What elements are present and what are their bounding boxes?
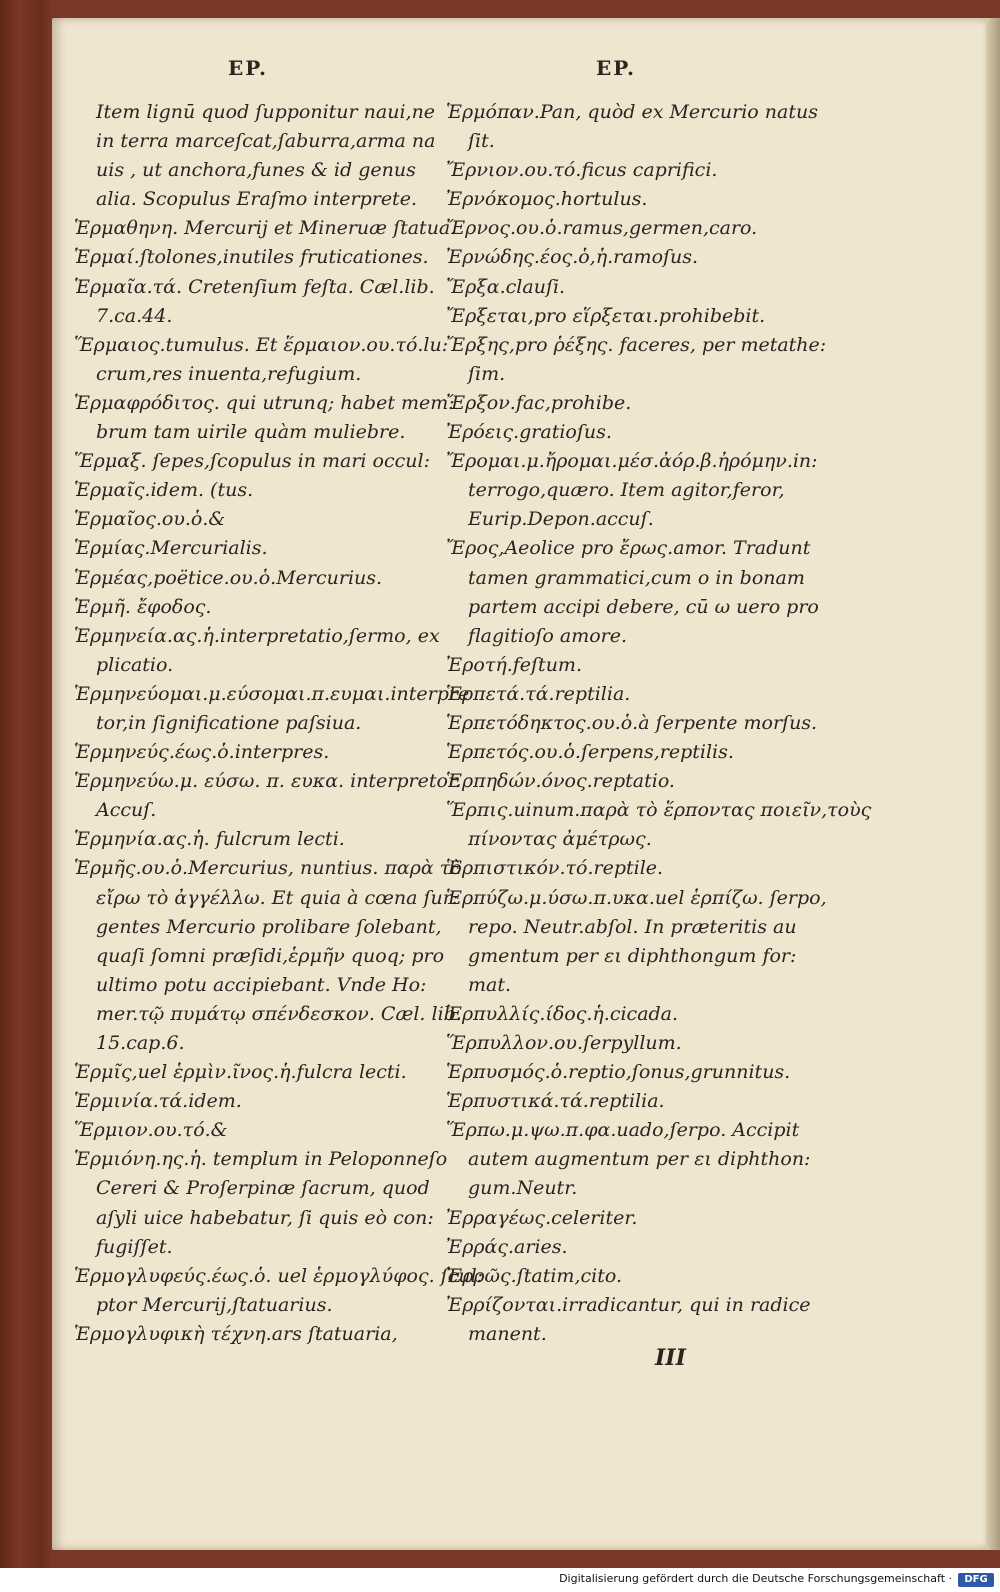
- left-column-line: Ἑρμηνεύς.έως.ὁ.interpres.: [74, 741, 330, 764]
- right-column-line: ſim.: [468, 362, 506, 385]
- left-column-line: Ἑρμηνεύομαι.μ.εύσομαι.π.ευμαι.interpre: [74, 682, 470, 705]
- dfg-logo: DFG: [958, 1573, 994, 1587]
- right-column-line: autem augmentum per ει diphthon:: [468, 1148, 811, 1171]
- left-column-line: gentes Mercurio prolibare ſolebant,: [96, 915, 442, 938]
- right-column-line: Ἕρπυλλον.ου.ſerpyllum.: [446, 1032, 682, 1054]
- left-column-line: Ἕρμαιος.tumulus. Et ἕρμαιον.ου.τό.lu:: [74, 333, 449, 356]
- left-column-line: aſyli uice habebatur, ſi quis eò con:: [96, 1206, 434, 1229]
- left-column-line: Ἑρμαῖος.ου.ὁ.&: [74, 508, 226, 531]
- left-column-line: Ἑρμιόνη.ης.ἡ. templum in Peloponneſo: [74, 1148, 448, 1171]
- right-column-line: πίνοντας ἀμέτρως.: [468, 828, 652, 851]
- right-column-line: Ἐρνώδης.έος.ὁ,ἡ.ramoſus.: [446, 246, 699, 269]
- right-column-line: Ἑρπυλλίς.ίδος.ἡ.cicada.: [446, 1002, 679, 1025]
- right-column-line: Ἐροτή.feſtum.: [446, 653, 582, 676]
- right-column-line: repo. Neutr.abſol. In præteritis au: [468, 915, 797, 938]
- left-column-line: Ἕρμιον.ου.τό.&: [74, 1119, 228, 1142]
- right-column-line: ſit.: [468, 130, 495, 153]
- right-column-line: Ἔρος,Aeolice pro ἔρως.amor. Tradunt: [446, 537, 811, 560]
- page-edge: [986, 18, 1000, 1550]
- right-column-line: Ἕρπις.uinum.παρὰ τὸ ἕρποντας ποιεῖν,τοὺς: [446, 799, 872, 822]
- right-column-line: Ἐρόεις.gratioſus.: [446, 421, 612, 444]
- right-column-line: Ἔρξον.fac,prohibe.: [446, 391, 632, 414]
- right-column-line: Ἑρπετός.ου.ὁ.ſerpens,reptilis.: [446, 741, 734, 764]
- left-column-line: crum,res inuenta,refugium.: [96, 362, 362, 385]
- right-column-line: Ἐρραγέως.celeriter.: [446, 1206, 638, 1229]
- right-column-line: Ἑρμόπαν.Pan, quòd ex Mercurio natus: [446, 101, 818, 123]
- right-column-line: Ἕρπω.μ.ψω.π.φα.uado,ſerpo. Accipit: [446, 1119, 800, 1142]
- left-column-line: mer.τῷ πυμάτῳ σπένδεσκον. Cæl. lib.: [96, 1002, 462, 1025]
- left-column-line: uis , ut anchora,funes & id genus: [96, 159, 416, 182]
- right-column: [446, 98, 872, 1349]
- left-column-line: Ἑρμίας.Mercurialis.: [74, 537, 268, 560]
- right-column-line: Ἔρνος.ου.ὁ.ramus,germen,caro.: [446, 217, 758, 240]
- right-column-line: gum.Neutr.: [468, 1177, 578, 1200]
- left-column-line: fugiſſet.: [96, 1235, 173, 1258]
- right-column-line: Ἑρπυσμός.ὁ.reptio,ſonus,grunnitus.: [446, 1061, 791, 1084]
- left-column-line: tor,in ſignificatione paſsiua.: [96, 711, 362, 734]
- left-column-line: Cereri & Proſerpinæ ſacrum, quod: [96, 1177, 430, 1200]
- left-column-line: Item lignū quod ſupponitur naui,ne: [96, 101, 436, 123]
- footer-bar: [0, 1568, 1000, 1592]
- right-column-line: tamen grammatici,cum o in bonam: [468, 566, 805, 589]
- left-column-line: 15.cap.6.: [96, 1032, 185, 1054]
- right-column-line: Ἑρπύζω.μ.ύσω.π.υκα.uel ἑρπίζω. ſerpo,: [446, 886, 827, 909]
- left-column-line: Ἑρμηνεύω.μ. εύσω. π. ευκα. interpretor.: [74, 770, 461, 793]
- left-column-line: Ἕρμαξ. ſepes,ſcopulus in mari occul:: [74, 450, 430, 473]
- left-column-line: ultimo potu accipiebant. Vnde Ho:: [96, 973, 427, 996]
- right-column-line: flagitioſo amore.: [468, 624, 628, 647]
- left-column-line: Ἑρμαθηνη. Mercurij et Mineruæ ſtatua.: [74, 217, 457, 240]
- running-head-left: EP.: [228, 56, 268, 80]
- left-column-line: Accuſ.: [96, 799, 157, 822]
- right-column-line: Ἐρρίζονται.irradicantur, qui in radice: [446, 1293, 811, 1316]
- left-column-line: Ἑρμηνεία.ας.ἡ.interpretatio,ſermo, ex: [74, 624, 440, 647]
- footer-credit: Digitalisierung gefördert durch die Deutsche Forschungsgemeinschaft ·: [559, 1572, 952, 1585]
- left-column-line: Ἑρμογλυφεύς.έως.ὁ. uel ἑρμογλύφος. ſcul:: [74, 1264, 484, 1287]
- left-column-line: Ἑρμέας,poëtice.ου.ὁ.Mercurius.: [74, 566, 383, 589]
- left-column-line: quaſi ſomni præſidi,ἑρμῆν quoq; pro: [96, 944, 445, 967]
- folio-number: III: [655, 1345, 686, 1371]
- left-column-line: εἴρω τὸ ἀγγέλλω. Et quia à cœna ſur:: [96, 886, 459, 909]
- right-column-line: manent.: [468, 1322, 547, 1345]
- right-column-line: Ἐρράς.aries.: [446, 1235, 568, 1258]
- left-column-line: Ἑρμαῖς.idem. (tus.: [74, 479, 254, 502]
- left-column-line: Ἑρμῖς,uel ἑρμὶν.ῖνος.ἡ.fulcra lecti.: [74, 1061, 407, 1084]
- left-column-line: ptor Mercurij,ſtatuarius.: [96, 1293, 333, 1316]
- right-column-line: Ἑρπηδών.όνος.reptatio.: [446, 770, 675, 793]
- right-column-line: Ἔρξεται,pro εἵρξεται.prohibebit.: [446, 304, 766, 327]
- right-column-line: Ἔρξα.clauſi.: [446, 275, 566, 298]
- left-column-line: alia. Scopulus Eraſmo interprete.: [96, 188, 417, 211]
- right-column-line: partem accipi debere, cū ω uero pro: [468, 595, 819, 618]
- left-column-line: Ἑρμαί.ſtolones,inutiles fruticationes.: [74, 246, 429, 269]
- right-column-line: Ἔρξης,pro ῥέξης. faceres, per metathe:: [446, 333, 827, 356]
- right-column-line: Ἔρνιον.ου.τό.ficus caprifici.: [446, 159, 718, 182]
- right-column-line: Ἔρομαι.μ.ἤρομαι.μέσ.ἀόρ.β.ἠρόμην.in:: [446, 450, 818, 473]
- left-column-line: plicatio.: [96, 653, 174, 676]
- left-column-line: Ἑρμῆς.ου.ὁ.Mercurius, nuntius. παρὰ τὸ: [74, 857, 462, 880]
- left-column-line: 7.ca.44.: [96, 304, 173, 327]
- right-column-line: gmentum per ει diphthongum for:: [468, 944, 797, 967]
- right-column-line: Ἑρπετά.τά.reptilia.: [446, 682, 631, 705]
- left-column-line: Ἑρμογλυφικὴ τέχνη.ars ſtatuaria,: [74, 1322, 398, 1345]
- left-column-line: Ἑρμῆ. ἔφοδος.: [74, 595, 212, 618]
- right-column-line: terrogo,quæro. Item agitor,feror,: [468, 479, 785, 502]
- running-head-right: EP.: [596, 56, 636, 80]
- left-column-line: in terra marceſcat,ſaburra,arma na: [96, 130, 436, 153]
- right-column-line: Eurip.Depon.accuſ.: [468, 508, 654, 531]
- right-column-line: Ἑρπετόδηκτος.ου.ὁ.à ſerpente morſus.: [446, 711, 818, 734]
- left-column-line: Ἑρμαφρόδιτος. qui utrunq; habet mem:: [74, 391, 455, 414]
- left-column-line: Ἑρμηνία.ας.ἡ. fulcrum lecti.: [74, 828, 345, 851]
- right-column-line: Ἑρπυστικά.τά.reptilia.: [446, 1090, 665, 1113]
- right-column-line: Ἐρνόκομος.hortulus.: [446, 188, 648, 211]
- left-column-line: Ἑρμαῖα.τά. Cretenſium feſta. Cæl.lib.: [74, 275, 435, 298]
- left-column-line: Ἑρμινία.τά.idem.: [74, 1090, 242, 1113]
- right-column-line: mat.: [468, 973, 512, 996]
- right-column-line: Ἑρπιστικόν.τό.reptile.: [446, 857, 664, 880]
- right-column-line: Ἐρρῶς.ſtatim,cito.: [446, 1264, 622, 1287]
- left-column-line: brum tam uirile quàm muliebre.: [96, 421, 406, 444]
